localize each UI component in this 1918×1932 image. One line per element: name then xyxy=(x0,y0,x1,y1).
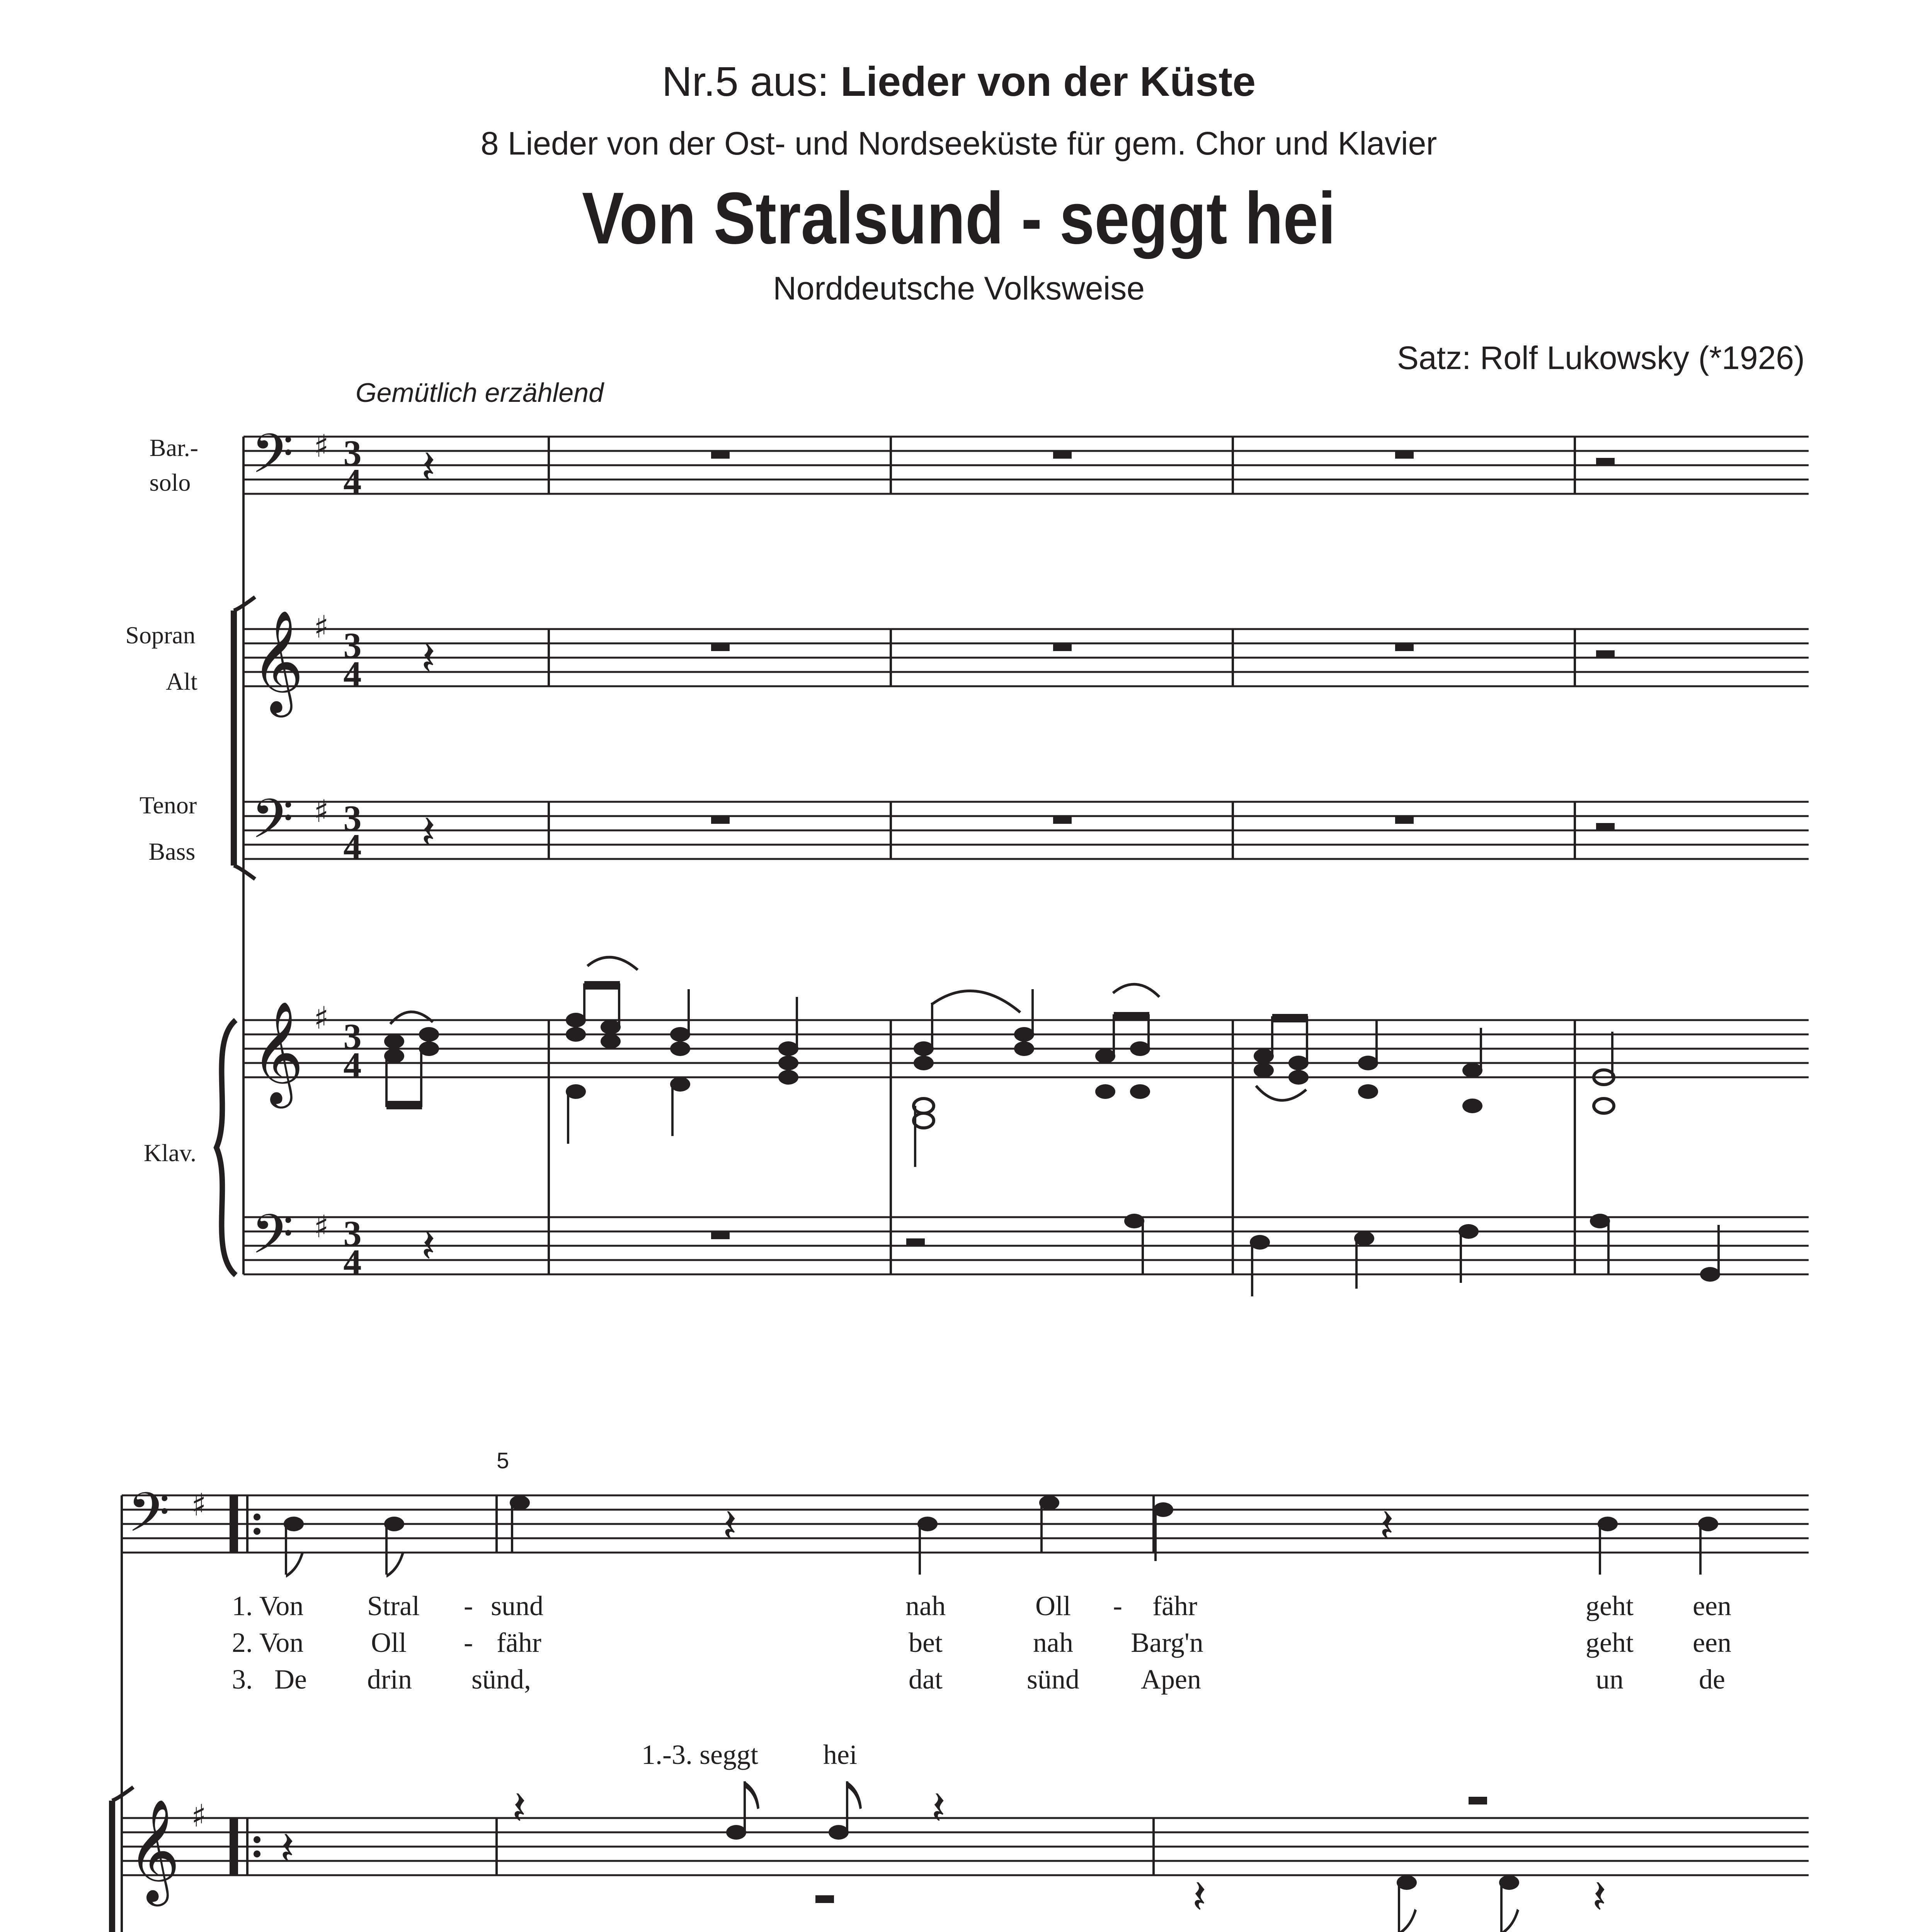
collection-title: Lieder von der Küste xyxy=(840,58,1256,105)
svg-text:een: een xyxy=(1693,1590,1731,1621)
bass-clef-icon xyxy=(251,422,293,1279)
svg-text:𝄞: 𝄞 xyxy=(251,1001,304,1104)
key-signature-sharp-icon xyxy=(314,428,329,1245)
svg-text:4: 4 xyxy=(343,462,362,502)
barlines-system-2 xyxy=(497,1495,1154,1932)
svg-text:𝄢: 𝄢 xyxy=(251,787,294,864)
collection-prefix: Nr.5 aus: xyxy=(662,58,841,105)
svg-text:3: 3 xyxy=(343,798,362,838)
svg-text:♯: ♯ xyxy=(314,1000,329,1036)
svg-text:1. Von: 1. Von xyxy=(232,1590,304,1621)
svg-text:♯: ♯ xyxy=(314,609,329,645)
svg-text:fähr: fähr xyxy=(1152,1590,1197,1621)
svg-text:𝄢: 𝄢 xyxy=(128,1481,170,1558)
svg-text:𝄽: 𝄽 xyxy=(512,1781,526,1835)
svg-text:𝄽: 𝄽 xyxy=(723,1499,737,1553)
svg-text:nah: nah xyxy=(1033,1627,1073,1658)
svg-text:-: - xyxy=(464,1590,473,1621)
svg-text:Barg'n: Barg'n xyxy=(1131,1627,1203,1658)
svg-text:4: 4 xyxy=(343,1242,362,1282)
barlines-system-1 xyxy=(549,437,1575,1274)
alt-notes-2 xyxy=(815,1875,1519,1932)
svg-text:Oll: Oll xyxy=(371,1627,407,1658)
svg-text:fähr: fähr xyxy=(497,1627,541,1658)
svg-text:un: un xyxy=(1596,1664,1624,1695)
svg-text:𝄽: 𝄽 xyxy=(421,806,436,859)
svg-text:een: een xyxy=(1693,1627,1731,1658)
svg-text:sünd,: sünd, xyxy=(471,1664,531,1695)
svg-text:drin: drin xyxy=(367,1664,412,1695)
svg-text:Apen: Apen xyxy=(1141,1664,1201,1695)
quarter-rest-icon xyxy=(421,440,436,1273)
svg-text:3.: 3. xyxy=(232,1664,253,1695)
svg-text:𝄽: 𝄽 xyxy=(1192,1870,1207,1924)
treble-clef-icon xyxy=(128,1799,180,1932)
svg-text:4: 4 xyxy=(343,654,362,694)
svg-text:geht: geht xyxy=(1586,1627,1634,1658)
lyrics-verse-1 xyxy=(232,1590,1731,1621)
svg-text:de: de xyxy=(1699,1664,1725,1695)
svg-text:♯: ♯ xyxy=(314,428,329,464)
svg-text:Stral: Stral xyxy=(367,1590,420,1621)
svg-text:♯: ♯ xyxy=(191,1487,206,1523)
svg-text:♯: ♯ xyxy=(191,1798,206,1834)
svg-text:𝄽: 𝄽 xyxy=(280,1822,294,1876)
label-alt: Alt xyxy=(166,668,197,695)
svg-text:♯: ♯ xyxy=(314,1209,329,1245)
svg-text:4: 4 xyxy=(343,1045,362,1085)
svg-text:sund: sund xyxy=(491,1590,544,1621)
piano-brace-1 xyxy=(216,1020,236,1275)
staff-bar-solo-2 xyxy=(122,1495,1809,1553)
sopran-refrain-lyric-2: hei xyxy=(823,1739,857,1770)
svg-text:𝄽: 𝄽 xyxy=(1380,1499,1394,1553)
svg-text:Oll: Oll xyxy=(1035,1590,1071,1621)
svg-text:3: 3 xyxy=(343,1214,362,1254)
svg-text:𝄽: 𝄽 xyxy=(421,632,436,685)
song-title: Von Stralsund - seggt hei xyxy=(582,177,1336,259)
svg-text:2. Von: 2. Von xyxy=(232,1627,304,1658)
label-tenor: Tenor xyxy=(139,791,197,819)
half-rest-icon xyxy=(906,458,1615,1246)
tempo-marking: Gemütlich erzählend xyxy=(356,378,604,408)
svg-text:4: 4 xyxy=(343,827,362,867)
svg-text:♯: ♯ xyxy=(314,793,329,829)
svg-text:𝄽: 𝄽 xyxy=(931,1781,946,1835)
svg-text:𝄽: 𝄽 xyxy=(421,1219,436,1273)
bar-solo-notes-2 xyxy=(284,1495,1718,1578)
key-signature-sharp-icon xyxy=(191,1487,206,1932)
repeat-start-barline xyxy=(234,1495,260,1932)
label-bar-solo-1: Bar.- xyxy=(149,434,199,461)
quarter-rest-icon xyxy=(280,1499,1607,1932)
svg-text:3: 3 xyxy=(343,433,362,473)
svg-text:sünd: sünd xyxy=(1026,1664,1080,1695)
piano-lh-notes-1 xyxy=(1124,1214,1720,1296)
svg-text:𝄢: 𝄢 xyxy=(251,1203,294,1279)
label-sopran: Sopran xyxy=(125,621,196,649)
svg-text:3: 3 xyxy=(343,626,362,666)
svg-text:-: - xyxy=(1113,1590,1122,1621)
lyrics-verse-2 xyxy=(232,1627,1731,1658)
staff-sopran-alt-2 xyxy=(122,1818,1809,1875)
svg-text:De: De xyxy=(274,1664,307,1695)
sopran-refrain-lyric: 1.-3. seggt xyxy=(642,1739,758,1770)
svg-text:bet: bet xyxy=(909,1627,943,1658)
collection-heading xyxy=(662,58,1256,105)
label-klavier: Klav. xyxy=(143,1139,197,1167)
svg-text:𝄞: 𝄞 xyxy=(128,1799,180,1902)
svg-text:𝄽: 𝄽 xyxy=(421,440,436,494)
svg-text:dat: dat xyxy=(909,1664,943,1695)
time-signature xyxy=(344,433,362,1282)
svg-text:𝄽: 𝄽 xyxy=(1592,1870,1607,1924)
subtitle: 8 Lieder von der Ost- und Nordseeküste für gem. Chor und Klavier xyxy=(480,125,1437,162)
sopran-notes-2 xyxy=(726,1781,1487,1840)
label-bar-solo-2: solo xyxy=(149,469,191,496)
svg-text:-: - xyxy=(464,1627,473,1658)
svg-text:𝄞: 𝄞 xyxy=(251,610,304,713)
svg-text:3: 3 xyxy=(343,1017,362,1057)
svg-text:geht: geht xyxy=(1586,1590,1634,1621)
svg-text:𝄢: 𝄢 xyxy=(251,422,294,499)
origin: Norddeutsche Volksweise xyxy=(773,270,1145,306)
svg-text:nah: nah xyxy=(905,1590,946,1621)
arranger: Satz: Rolf Lukowsky (*1926) xyxy=(1397,340,1805,376)
label-bass: Bass xyxy=(148,838,196,865)
measure-number-5-vocal: 5 xyxy=(497,1448,509,1473)
lyrics-verse-3 xyxy=(232,1664,1725,1695)
